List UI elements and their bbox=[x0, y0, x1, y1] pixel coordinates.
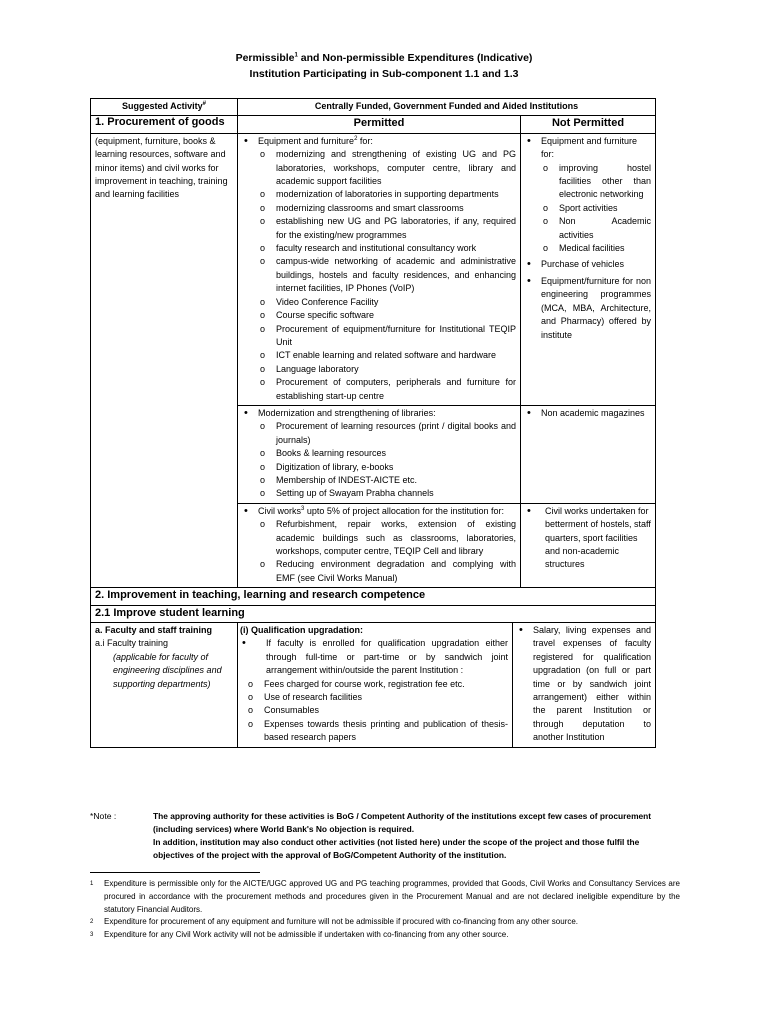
list-item: • If faculty is enrolled for qualification upgradation either through full-time or part-time or by sandwich joint arrangement within/outside the parent Institution : o Fees charged for course work, registration fee etc. o Use of research facilities o Consumables o Expenses towards thesis printing and publication of thesis-based research papers bbox=[240, 637, 508, 744]
list-item: o modernizing classrooms and smart classrooms bbox=[258, 202, 516, 215]
not-permitted-list bbox=[525, 135, 651, 342]
list-item: o Consumables bbox=[246, 704, 508, 717]
title-text: and Non-permissible Expenditures (Indicative) bbox=[297, 52, 533, 64]
activity-note: (applicable for faculty of engineering disciplines and supporting departments) bbox=[113, 651, 222, 689]
expenditure-table bbox=[90, 98, 656, 748]
list-item: o Sport activities bbox=[541, 202, 651, 215]
list-item: o Use of research facilities bbox=[246, 691, 508, 704]
title-text: Permissible bbox=[235, 52, 295, 64]
footnote: 2 Expenditure for procurement of any equipment and furniture will not be admissible if procured with co-financing from any other source. bbox=[90, 917, 579, 927]
qualification-heading: (i) Qualification upgradation: bbox=[240, 625, 363, 636]
list-item: o faculty research and institutional consultancy work bbox=[258, 242, 516, 255]
footnotes bbox=[90, 878, 680, 942]
not-permitted-library-cell bbox=[521, 405, 656, 503]
list-item: • Modernization and strengthening of libraries: o Procurement of learning resources (print / digital books and journals) o Books & learning resources o Digitization of library, e-books o Membership of INDEST-AICTE etc. o Setting up of Swayam Prabha channels bbox=[242, 407, 516, 501]
list-item: o Procurement of computers, peripherals and furniture for establishing start-up centre bbox=[258, 376, 516, 403]
list-item: • Salary, living expenses and travel expenses of faculty registered for qualification upgradation (on full or part time or by sandwich joint arrangement) either within the parent Institution or through deputation to another Institution bbox=[517, 624, 651, 745]
permitted-list bbox=[242, 135, 516, 403]
header-funded-institutions: Centrally Funded, Government Funded and Aided Institutions bbox=[238, 99, 656, 116]
activity-description: (equipment, furniture, books & learning resources, software and minor items) and civil works for improvement in teaching, training and learning facilities bbox=[95, 135, 228, 200]
sub-list bbox=[258, 148, 516, 403]
list-item: o Books & learning resources bbox=[258, 447, 516, 460]
list-item: o campus-wide networking of academic and administrative buildings, hostels and faculty residences, and enhancing internet facilities, IP Phones (VoIP) bbox=[258, 255, 516, 295]
not-permitted-civil-works-cell bbox=[521, 503, 656, 587]
list-item: o Video Conference Facility bbox=[258, 296, 516, 309]
list-item: o Fees charged for course work, registration fee etc. bbox=[246, 678, 508, 691]
footnote-ref: 1 bbox=[294, 52, 298, 59]
faculty-training-activity bbox=[91, 623, 238, 748]
permitted-library-cell bbox=[238, 405, 521, 503]
note-paragraph: In addition, institution may also conduct other activities (not listed here) under the scope of the project and those fulfil the objectives of the project with the approval of BoG/Competent Authority of the institution. bbox=[153, 837, 640, 860]
header-suggested-activity: Suggested Activity# bbox=[91, 99, 238, 116]
activity-title: a. Faculty and staff training bbox=[95, 625, 213, 636]
list-item: • Purchase of vehicles bbox=[525, 258, 651, 271]
list-item: • Equipment/furniture for non engineering programmes (MCA, MBA, Architecture, and Pharmacy) offered by institute bbox=[525, 275, 651, 342]
list-item: • Non academic magazines bbox=[525, 407, 651, 420]
list-item: o Medical facilities bbox=[541, 242, 651, 255]
section-1-title: 1. Procurement of goods bbox=[91, 116, 238, 133]
document-title-line1 bbox=[0, 52, 768, 64]
not-permitted-equipment-cell bbox=[521, 133, 656, 405]
note-block bbox=[90, 810, 680, 862]
list-item: o establishing new UG and PG laboratories, if any, required for the existing/new programmes bbox=[258, 215, 516, 242]
list-item: • Civil works undertaken for betterment of hostels, staff quarters, sport facilities and non-academic structures bbox=[525, 505, 651, 572]
permitted-civil-works-cell bbox=[238, 503, 521, 587]
permitted-qualification-cell bbox=[238, 623, 513, 748]
activity-subtitle: a.i Faculty training bbox=[95, 638, 169, 649]
list-item: o Course specific software bbox=[258, 309, 516, 322]
footnote: 1 Expenditure is permissible only for the AICTE/UGC approved UG and PG teaching programmes, provided that Goods, Civil Works and Consultancy Services are procured in accordance with the procurement methods and procedures given in the Procurement Manual and are not declared ineligible expenditure by the statutory Financial Auditors. bbox=[90, 879, 680, 914]
list-item: • Equipment and furniture for: o improving hostel facilities other than electronic networking o Sport activities o Non Academic activities o Medical facilities bbox=[525, 135, 651, 256]
list-item: • Equipment and furniture$^2$ for: o modernizing and strengthening of existing UG and PG laboratories, workshops, computer centre, library and academic support facilities o modernization of laboratories in supporting departments o modernizing classrooms and smart classrooms o establishing new UG and PG laboratories, if any, required for the existing/new programmes o faculty research and institutional consultancy work o campus-wide networking of academic and administrative buildings, hostels and faculty residences, and enhancing internet facilities, IP Phones (VoIP) o Video Conference Facility o Course specific software o Procurement of equipment/furniture for Institutional TEQIP Unit o ICT enable learning and related software and hardware o Language laboratory o Procurement of computers, peripherals and furniture for establishing start-up centre bbox=[242, 135, 516, 403]
list-item: o Reducing environment degradation and complying with EMF (see Civil Works Manual) bbox=[258, 558, 516, 585]
list-item: o Refurbishment, repair works, extension of existing academic buildings such as classrooms, laboratories, workshops, computer centre, TEQIP Cell and library bbox=[258, 518, 516, 558]
list-item: o Setting up of Swayam Prabha channels bbox=[258, 487, 516, 500]
list-item: o Membership of INDEST-AICTE etc. bbox=[258, 474, 516, 487]
sub-list bbox=[258, 420, 516, 500]
list-item: o modernization of laboratories in supporting departments bbox=[258, 188, 516, 201]
sub-list bbox=[246, 678, 508, 745]
list-item: • Civil works$^3$ upto 5% of project allocation for the institution for: o Refurbishment, repair works, extension of existing academic buildings such as classrooms, laboratories, workshops, computer centre, TEQIP Cell and library o Reducing environment degradation and complying with EMF (see Civil Works Manual) bbox=[242, 505, 516, 585]
list-item: o Non Academic activities bbox=[541, 215, 651, 242]
list-item: o Procurement of learning resources (print / digital books and journals) bbox=[258, 420, 516, 447]
list-item: o ICT enable learning and related software and hardware bbox=[258, 349, 516, 362]
not-permitted-qualification-cell bbox=[513, 623, 656, 748]
sub-list bbox=[541, 162, 651, 256]
sub-list bbox=[258, 518, 516, 585]
footnote-separator bbox=[90, 872, 260, 873]
header-not-permitted: Not Permitted bbox=[521, 116, 656, 133]
list-item: o improving hostel facilities other than electronic networking bbox=[541, 162, 651, 202]
section-2-title: 2. Improvement in teaching, learning and research competence bbox=[91, 588, 656, 605]
section-2-1-title: 2.1 Improve student learning bbox=[91, 605, 656, 622]
list-item: o Digitization of library, e-books bbox=[258, 461, 516, 474]
footnote: 3 Expenditure for any Civil Work activity will not be admissible if undertaken with co-financing from any other source. bbox=[90, 930, 509, 940]
header-permitted: Permitted bbox=[238, 116, 521, 133]
note-paragraph: The approving authority for these activities is BoG / Competent Authority of the institutions except few cases of procurement (including services) where World Bank's No objection is required. bbox=[153, 811, 652, 834]
note-label: *Note : bbox=[90, 811, 117, 821]
list-item: o Expenses towards thesis printing and publication of thesis-based research papers bbox=[246, 718, 508, 745]
list-item: o modernizing and strengthening of existing UG and PG laboratories, workshops, computer centre, library and academic support facilities bbox=[258, 148, 516, 188]
list-item: o Procurement of equipment/furniture for Institutional TEQIP Unit bbox=[258, 323, 516, 350]
section-1-description bbox=[91, 133, 238, 587]
list-item: o Language laboratory bbox=[258, 363, 516, 376]
document-title-line2: Institution Participating in Sub-component 1.1 and 1.3 bbox=[249, 68, 519, 80]
permitted-equipment-cell bbox=[238, 133, 521, 405]
